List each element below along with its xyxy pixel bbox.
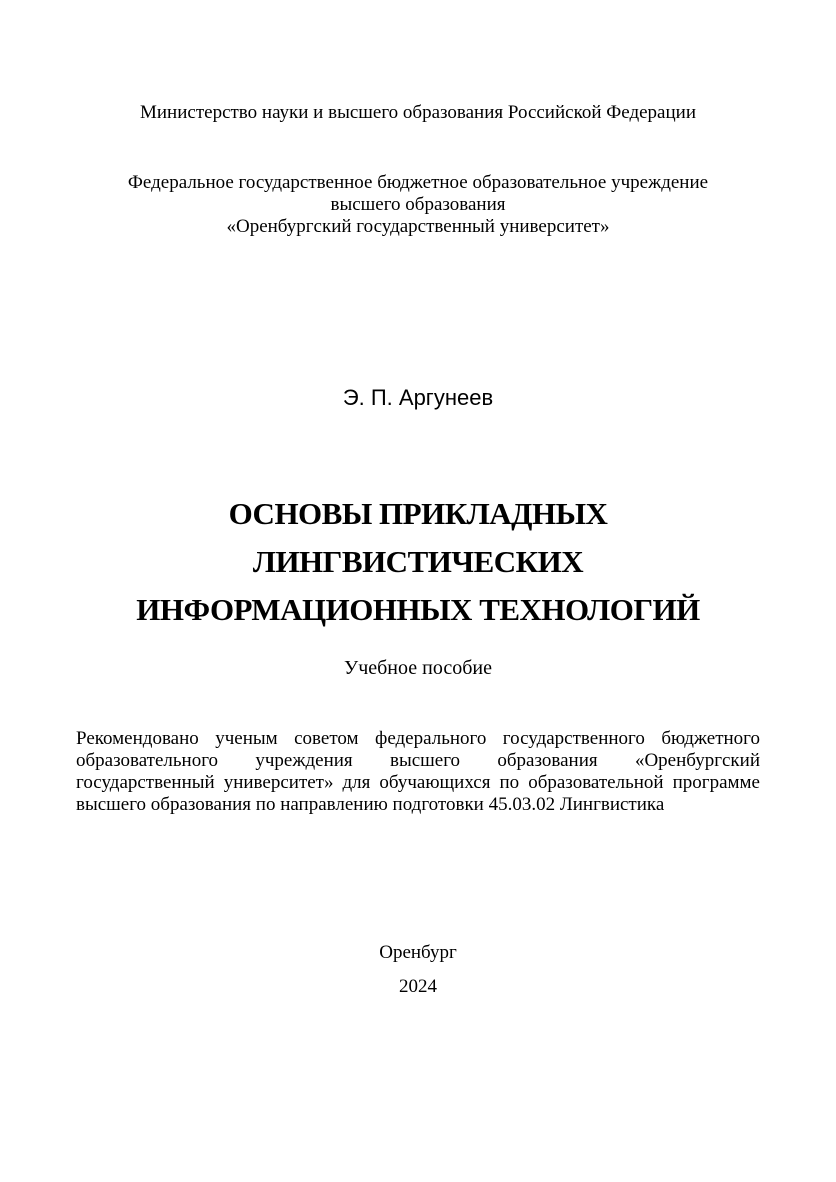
book-subtitle: Учебное пособие [344, 657, 492, 679]
institution-block [0, 172, 836, 238]
publication-city: Оренбург [379, 942, 457, 963]
recommendation-text: Рекомендовано ученым советом федерального государственного бюджетного образовательного учреждения высшего образования «Оренбургский государственный университет» для обучающихся по образовательной программе высшего образования по направлению подготовки 45.03.02 Лингвистика [76, 728, 760, 815]
publication-year: 2024 [399, 976, 437, 997]
book-title-line-2: ЛИНГВИСТИЧЕСКИХ [252, 544, 584, 579]
author-name: Э. П. Аргунеев [342, 385, 494, 410]
ministry-heading: Министерство науки и высшего образования Российской Федерации [140, 102, 696, 123]
book-title-line-3: ИНФОРМАЦИОННЫХ ТЕХНОЛОГИЙ [136, 592, 700, 627]
book-title [0, 490, 836, 634]
institution-line-3: «Оренбургский государственный университет» [226, 216, 610, 237]
institution-line-2: высшего образования [330, 194, 506, 215]
book-title-line-1: ОСНОВЫ ПРИКЛАДНЫХ [228, 496, 608, 531]
institution-line-1: Федеральное государственное бюджетное образовательное учреждение [127, 172, 709, 193]
